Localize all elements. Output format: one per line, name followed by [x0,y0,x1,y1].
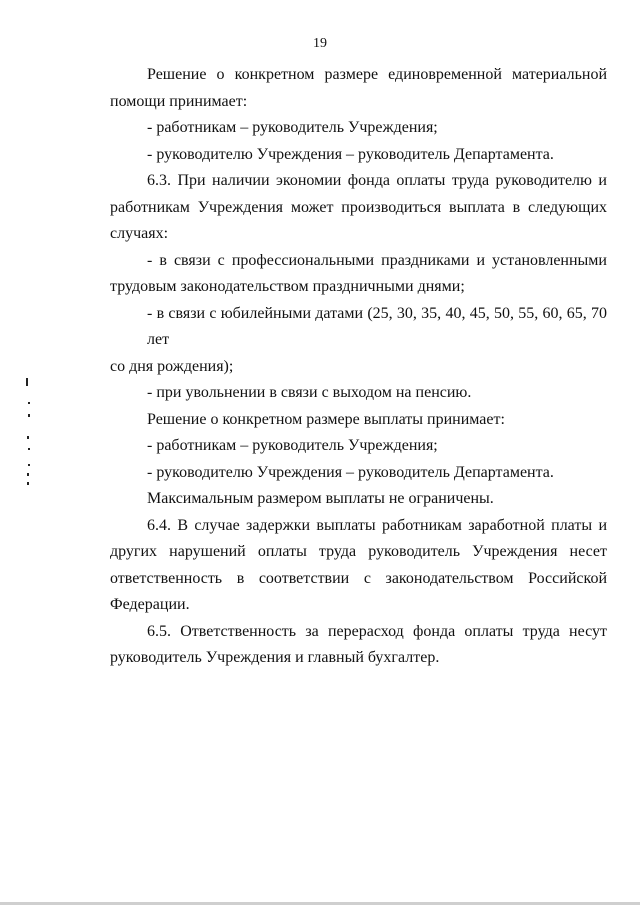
paragraph-line: случаях: [110,225,169,242]
paragraph-line: Максимальным размером выплаты не ограничены. [147,490,494,507]
paragraph-6-3 [110,168,607,248]
scan-mark [27,436,29,439]
scan-margin-marks [24,378,36,488]
list-item [110,433,607,460]
paragraph-line: 6.5. Ответственность за перерасход фонда оплаты труда несут [147,622,607,640]
paragraph-6-5 [110,619,607,672]
paragraph-line: ответственность в соответствии с законодательством Российской [110,569,607,587]
scan-mark [28,448,30,450]
paragraph-6-4 [110,513,607,619]
scan-mark [27,482,29,485]
paragraph-line: - в связи с профессиональными праздниками и установленными [147,251,607,269]
paragraph-line: Решение о конкретном размере единовременной материальной [147,66,607,83]
list-item [110,142,607,169]
paragraph-decision-material-aid [110,62,607,115]
paragraph-line: 6.3. При наличии экономии фонда оплаты труда руководителю и [147,172,607,189]
scan-mark [27,473,29,476]
paragraph-line: Федерации. [110,596,190,613]
paragraph-line: 6.4. В случае задержки выплаты работникам заработной платы и [147,516,607,534]
scan-mark [26,378,28,386]
list-item [110,380,607,407]
paragraph-max-payment [110,486,607,513]
paragraph-line: - работникам – руководитель Учреждения; [147,119,438,136]
paragraph-line: других нарушений оплаты труда руководитель Учреждения несет [110,543,607,560]
list-item [110,115,607,142]
paragraph-decision-payment [110,407,607,434]
document-body [110,62,607,672]
paragraph-line: помощи принимает: [110,92,248,110]
list-item [110,460,607,487]
paragraph-line: со дня рождения); [110,357,234,375]
list-item [110,301,607,381]
paragraph-line: Решение о конкретном размере выплаты принимает: [147,410,505,428]
paragraph-line: - руководителю Учреждения – руководитель Департамента. [147,463,554,481]
paragraph-line: руководитель Учреждения и главный бухгалтер. [110,649,440,666]
paragraph-line: - руководителю Учреждения – руководитель Департамента. [147,145,554,163]
paragraph-line: работникам Учреждения может производиться выплата в следующих [110,198,607,216]
paragraph-line: трудовым законодательством праздничными днями; [110,278,465,295]
scan-mark [28,402,30,404]
list-item [110,248,607,301]
paragraph-line: - работникам – руководитель Учреждения; [147,437,438,454]
paragraph-line: - при увольнении в связи с выходом на пенсию. [147,384,472,401]
scan-mark [28,414,30,417]
scan-mark [28,464,30,466]
page-number: 19 [313,36,327,51]
paragraph-line: - в связи с юбилейными датами (25, 30, 35, 40, 45, 50, 55, 60, 65, 70 лет [147,304,607,348]
